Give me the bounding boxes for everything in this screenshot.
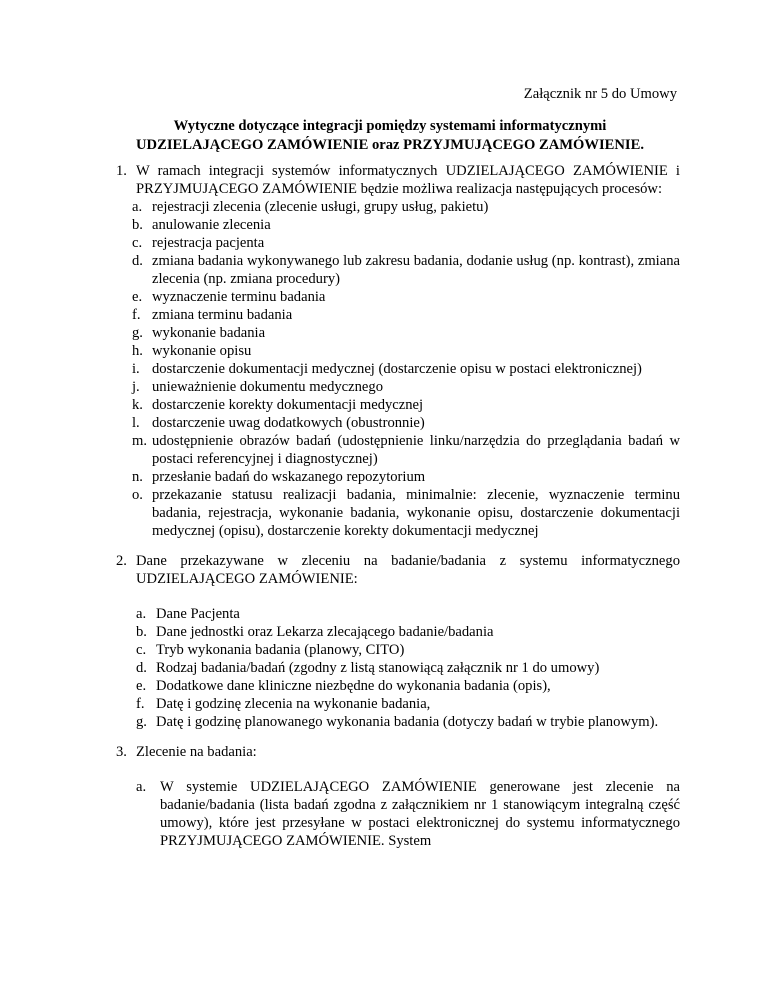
item-text: rejestracja pacjenta (152, 235, 265, 251)
list-item (132, 396, 680, 414)
section-2-items (136, 605, 680, 731)
item-letter: c. (132, 235, 143, 251)
title-line-1: Wytyczne dotyczące integracji pomiędzy systemami informatycznymi (173, 118, 607, 134)
item-letter: k. (132, 397, 143, 413)
item-text: Dane jednostki oraz Lekarza zlecającego badanie/badania (156, 624, 494, 640)
item-text: przesłanie badań do wskazanego repozytorium (152, 469, 426, 485)
list-item (132, 414, 680, 432)
list-item (136, 659, 680, 677)
item-text: rejestracji zlecenia (zlecenie usługi, grupy usług, pakietu) (152, 199, 489, 215)
title-line-2: UDZIELAJĄCEGO ZAMÓWIENIE oraz PRZYJMUJĄCEGO ZAMÓWIENIE. (136, 137, 644, 153)
list-item (132, 342, 680, 360)
item-text: zmiana badania wykonywanego lub zakresu badania, dodanie usług (np. kontrast), zmiana zlecenia (np. zmiana procedury) (152, 253, 680, 287)
item-letter: e. (136, 678, 147, 694)
list-item (136, 713, 680, 731)
section-2 (116, 552, 680, 731)
item-text: przekazanie statusu realizacji badania, minimalnie: zlecenie, wyznaczenie terminu badania, rejestracja, wykonanie badania, wykonanie opisu, dostarczenie dokumentacji medycznej (opisu), dostarczenie korekty dokumentacji medycznej (152, 487, 680, 539)
list-item (132, 198, 680, 216)
section-text: Dane przekazywane w zleceniu na badanie/badania z systemu informatycznego UDZIELAJĄCEGO ZAMÓWIENIE: (136, 553, 680, 587)
item-letter: b. (132, 217, 143, 233)
list-item (132, 468, 680, 486)
item-text: Tryb wykonania badania (planowy, CITO) (156, 642, 405, 658)
sections (116, 162, 680, 850)
section-number: 1. (116, 163, 127, 179)
item-letter: f. (132, 307, 141, 323)
item-text: wyznaczenie terminu badania (152, 289, 326, 305)
list-item (136, 778, 680, 850)
list-item (132, 234, 680, 252)
item-letter: d. (132, 253, 143, 269)
section-number: 2. (116, 553, 127, 569)
list-item (132, 306, 680, 324)
item-text: unieważnienie dokumentu medycznego (152, 379, 383, 395)
list-item (132, 252, 680, 288)
item-text: W systemie UDZIELAJĄCEGO ZAMÓWIENIE generowane jest zlecenie na badanie/badania (lista badań zgodna z załącznikiem nr 1 stanowiącym integralną część umowy), które jest przesyłane w postaci elektronicznej do systemu informatycznego PRZYJMUJĄCEGO ZAMÓWIENIE. System (160, 779, 680, 849)
list-item (132, 324, 680, 342)
item-text: Rodzaj badania/badań (zgodny z listą stanowiącą załącznik nr 1 do umowy) (156, 660, 600, 676)
item-letter: m. (132, 433, 147, 449)
list-item (136, 641, 680, 659)
section-number: 3. (116, 744, 127, 760)
item-text: wykonanie badania (152, 325, 266, 341)
item-letter: a. (132, 199, 143, 215)
item-letter: o. (132, 487, 143, 503)
item-letter: b. (136, 624, 147, 640)
item-text: Dodatkowe dane kliniczne niezbędne do wykonania badania (opis), (156, 678, 551, 694)
item-text: Datę i godzinę planowanego wykonania badania (dotyczy badań w trybie planowym). (156, 714, 659, 730)
list-item (136, 623, 680, 641)
item-text: dostarczenie dokumentacji medycznej (dostarczenie opisu w postaci elektronicznej) (152, 361, 642, 377)
section-3-items (136, 778, 680, 850)
item-letter: g. (132, 325, 143, 341)
item-letter: i. (132, 361, 140, 377)
item-letter: d. (136, 660, 147, 676)
section-1 (116, 162, 680, 540)
item-text: wykonanie opisu (152, 343, 252, 359)
item-letter: e. (132, 289, 143, 305)
list-item (136, 695, 680, 713)
item-letter: j. (132, 379, 140, 395)
list-item (132, 360, 680, 378)
item-letter: n. (132, 469, 143, 485)
list-item (132, 378, 680, 396)
section-text: Zlecenie na badania: (136, 744, 257, 760)
item-text: dostarczenie korekty dokumentacji medycznej (152, 397, 424, 413)
item-letter: l. (132, 415, 140, 431)
item-text: Dane Pacjenta (156, 606, 240, 622)
section-1-items (132, 198, 680, 540)
item-text: udostępnienie obrazów badań (udostępnienie linku/narzędzia do przeglądania badań w postaci referencyjnej i diagnostycznej) (152, 433, 680, 467)
item-letter: a. (136, 606, 147, 622)
item-text: dostarczenie uwag dodatkowych (obustronnie) (152, 415, 425, 431)
list-item (132, 288, 680, 306)
item-text: anulowanie zlecenia (152, 217, 271, 233)
item-letter: c. (136, 642, 147, 658)
list-item (132, 216, 680, 234)
section-text: W ramach integracji systemów informatycznych UDZIELAJĄCEGO ZAMÓWIENIE i PRZYJMUJĄCEGO ZAMÓWIENIE będzie możliwa realizacja następujących procesów: (136, 163, 680, 197)
item-letter: h. (132, 343, 143, 359)
list-item (132, 432, 680, 468)
item-text: zmiana terminu badania (152, 307, 293, 323)
item-letter: g. (136, 714, 147, 730)
item-text: Datę i godzinę zlecenia na wykonanie badania, (156, 696, 431, 712)
annex-label: Załącznik nr 5 do Umowy (523, 86, 677, 102)
item-letter: f. (136, 696, 145, 712)
list-item (136, 677, 680, 695)
list-item (132, 486, 680, 540)
item-letter: a. (136, 779, 147, 795)
section-3 (116, 743, 680, 850)
document-title (100, 117, 680, 155)
list-item (136, 605, 680, 623)
